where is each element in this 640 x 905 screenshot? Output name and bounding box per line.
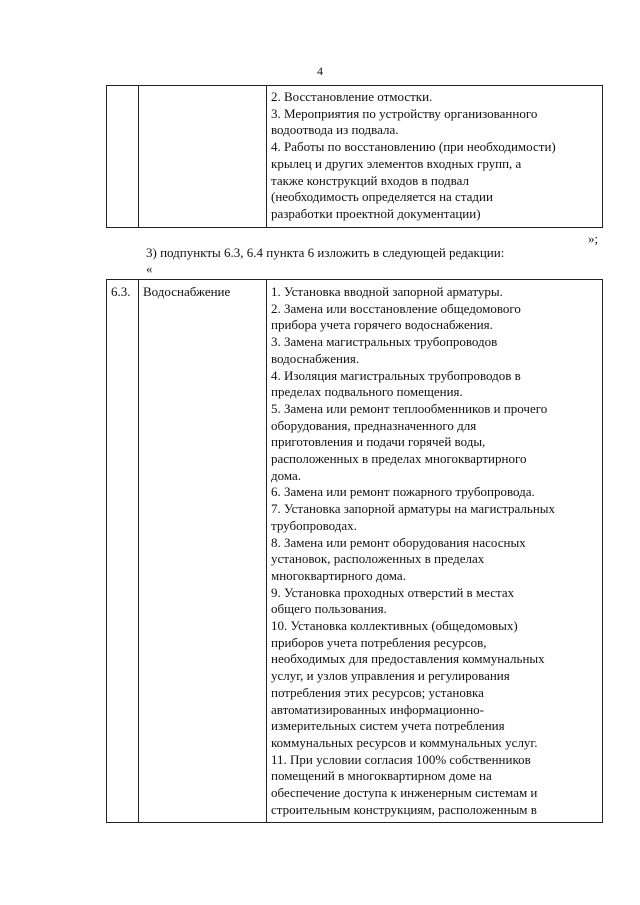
description-line: 2. Замена или восстановление общедомового: [271, 300, 521, 316]
description-line: 8. Замена или ремонт оборудования насосных: [271, 534, 526, 550]
description-line: водоснабжения.: [271, 350, 360, 366]
description-line: оборудования, предназначенного для: [271, 417, 477, 433]
description-line: 6. Замена или ремонт пожарного трубопровода.: [271, 484, 535, 500]
item-description-cell: [267, 280, 603, 823]
description-line: трубопроводах.: [271, 517, 357, 533]
table-row: [107, 86, 603, 228]
bottom-table: [106, 279, 603, 823]
description-line: необходимых для предоставления коммунальных: [271, 651, 545, 667]
page-number: 4: [317, 64, 323, 78]
description-line: общего пользования.: [271, 601, 387, 617]
description-line: приборов учета потребления ресурсов,: [271, 634, 487, 650]
top-table: [106, 85, 603, 228]
table-row: [107, 280, 603, 823]
description-line: автоматизированных информационно-: [271, 701, 484, 717]
description-line: разработки проектной документации): [271, 205, 481, 221]
description-line: дома.: [271, 467, 302, 483]
item-description-cell: [267, 86, 603, 228]
description-line: 11. При условии согласия 100% собственников: [271, 751, 531, 767]
description-line: 9. Установка проходных отверстий в местах: [271, 584, 515, 600]
closing-quote: »;: [588, 231, 599, 246]
description-line: многоквартирного дома.: [271, 567, 406, 583]
description-line: (необходимость определяется на стадии: [271, 189, 493, 205]
description-line: потребления этих ресурсов; установка: [271, 684, 484, 700]
description-line: крылец и других элементов входных групп, а: [271, 155, 522, 171]
description-line: расположенных в пределах многоквартирного: [271, 451, 527, 467]
description-line: услуг, и узлов управления и регулирования: [271, 668, 510, 684]
description-line: обеспечение доступа к инженерным системам и: [271, 785, 538, 801]
description-line: коммунальных ресурсов и коммунальных услуг.: [271, 734, 538, 750]
description-line: 3. Мероприятия по устройству организованного: [271, 105, 538, 121]
description-line: 4. Изоляция магистральных трубопроводов в: [271, 367, 521, 383]
description-line: установок, расположенных в пределах: [271, 551, 485, 567]
description-line: прибора учета горячего водоснабжения.: [271, 317, 493, 333]
description-line: 7. Установка запорной арматуры на магистральных: [271, 501, 556, 517]
description-line: 5. Замена или ремонт теплообменников и прочего: [271, 400, 548, 416]
item-number-cell: 6.3.: [107, 280, 139, 823]
opening-quote: «: [146, 261, 153, 276]
description-line: 3. Замена магистральных трубопроводов: [271, 334, 498, 350]
description-line: пределах подвального помещения.: [271, 384, 463, 400]
description-line: водоотвода из подвала.: [271, 122, 399, 138]
description-line: помещений в многоквартирном доме на: [271, 768, 492, 784]
description-line: 2. Восстановление отмостки.: [271, 89, 433, 104]
description-line: строительным конструкциям, расположенным в: [271, 801, 537, 817]
item-name-cell: Водоснабжение: [139, 280, 267, 823]
item-number-cell: [107, 86, 139, 228]
description-line: 4. Работы по восстановлению (при необходимости): [271, 139, 556, 155]
description-line: 10. Установка коллективных (общедомовых): [271, 618, 518, 634]
description-line: также конструкций входов в подвал: [271, 172, 469, 188]
amendment-paragraph: 3) подпункты 6.3, 6.4 пункта 6 изложить в следующей редакции:: [146, 245, 505, 260]
item-name-cell: [139, 86, 267, 228]
description-line: приготовления и подачи горячей воды,: [271, 434, 486, 450]
description-line: измерительных систем учета потребления: [271, 718, 505, 734]
description-line: 1. Установка вводной запорной арматуры.: [271, 284, 503, 299]
